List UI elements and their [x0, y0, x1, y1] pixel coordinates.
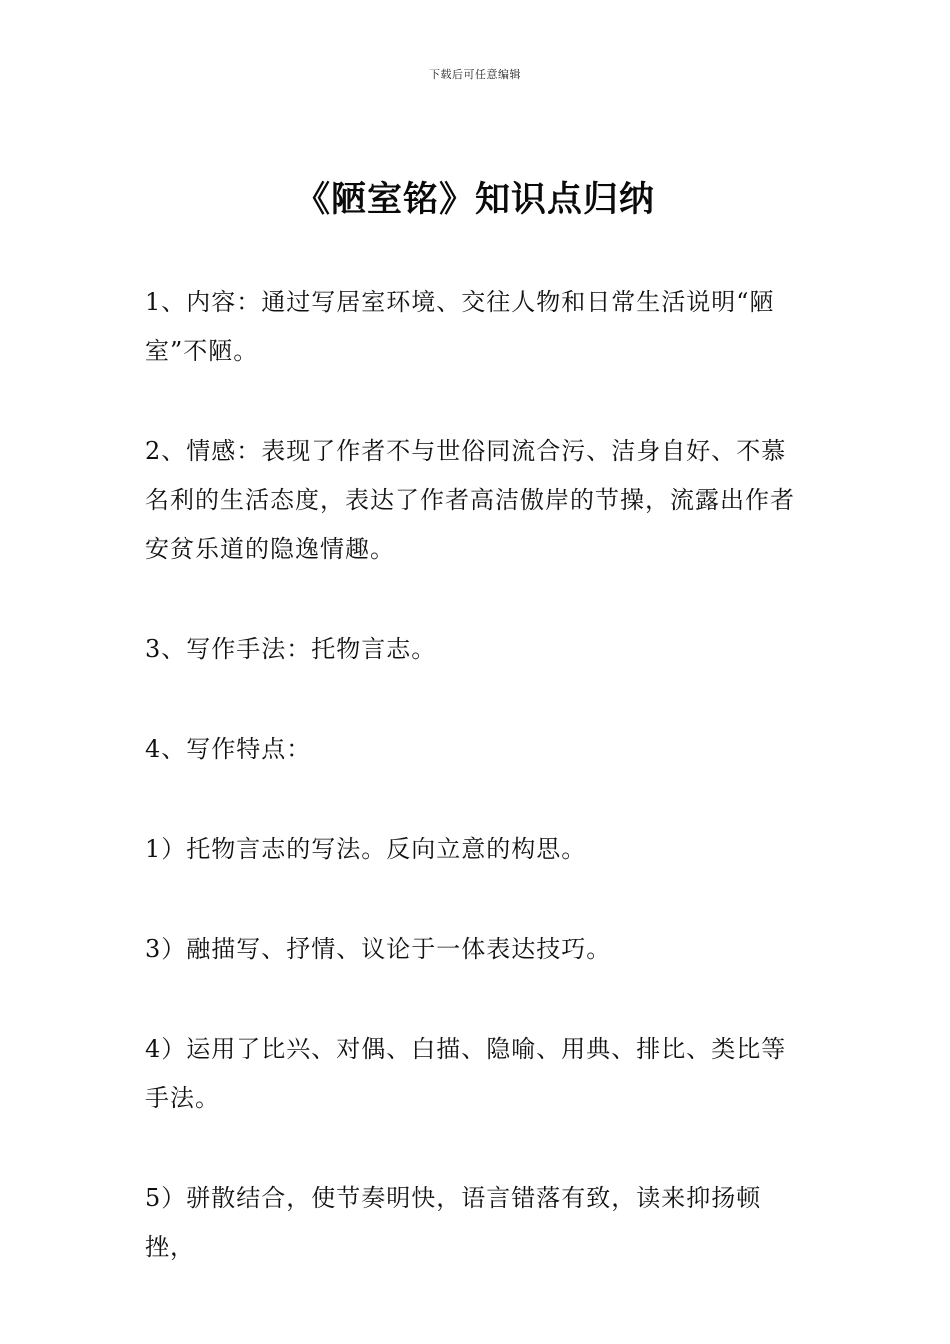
paragraph-technique: 3、写作手法：托物言志。: [145, 635, 437, 663]
header-note: 下载后可任意编辑: [429, 68, 521, 81]
paragraph-emotion: 2、情感：表现了作者不与世俗同流合污、洁身自好、不慕名利的生活态度，表达了作者高洁傲岸的节操，流露出作者安贫乐道的隐逸情趣。: [145, 437, 795, 563]
paragraph-feature-4: 4）运用了比兴、对偶、白描、隐喻、用典、排比、类比等手法。: [145, 1035, 787, 1112]
paragraph-content: 1、内容：通过写居室环境、交往人物和日常生活说明“陋室”不陋。: [145, 288, 775, 365]
paragraph-features-heading: 4、写作特点：: [145, 735, 312, 763]
paragraph-feature-5: 5）骈散结合，使节奏明快，语言错落有致，读来抑扬顿挫，: [145, 1184, 762, 1261]
paragraph-feature-3: 3）融描写、抒情、议论于一体表达技巧。: [145, 935, 612, 963]
document-body: [145, 278, 810, 1323]
document-title: 《陋室铭》知识点归纳: [294, 180, 655, 220]
paragraph-feature-1: 1）托物言志的写法。反向立意的构思。: [145, 835, 587, 863]
